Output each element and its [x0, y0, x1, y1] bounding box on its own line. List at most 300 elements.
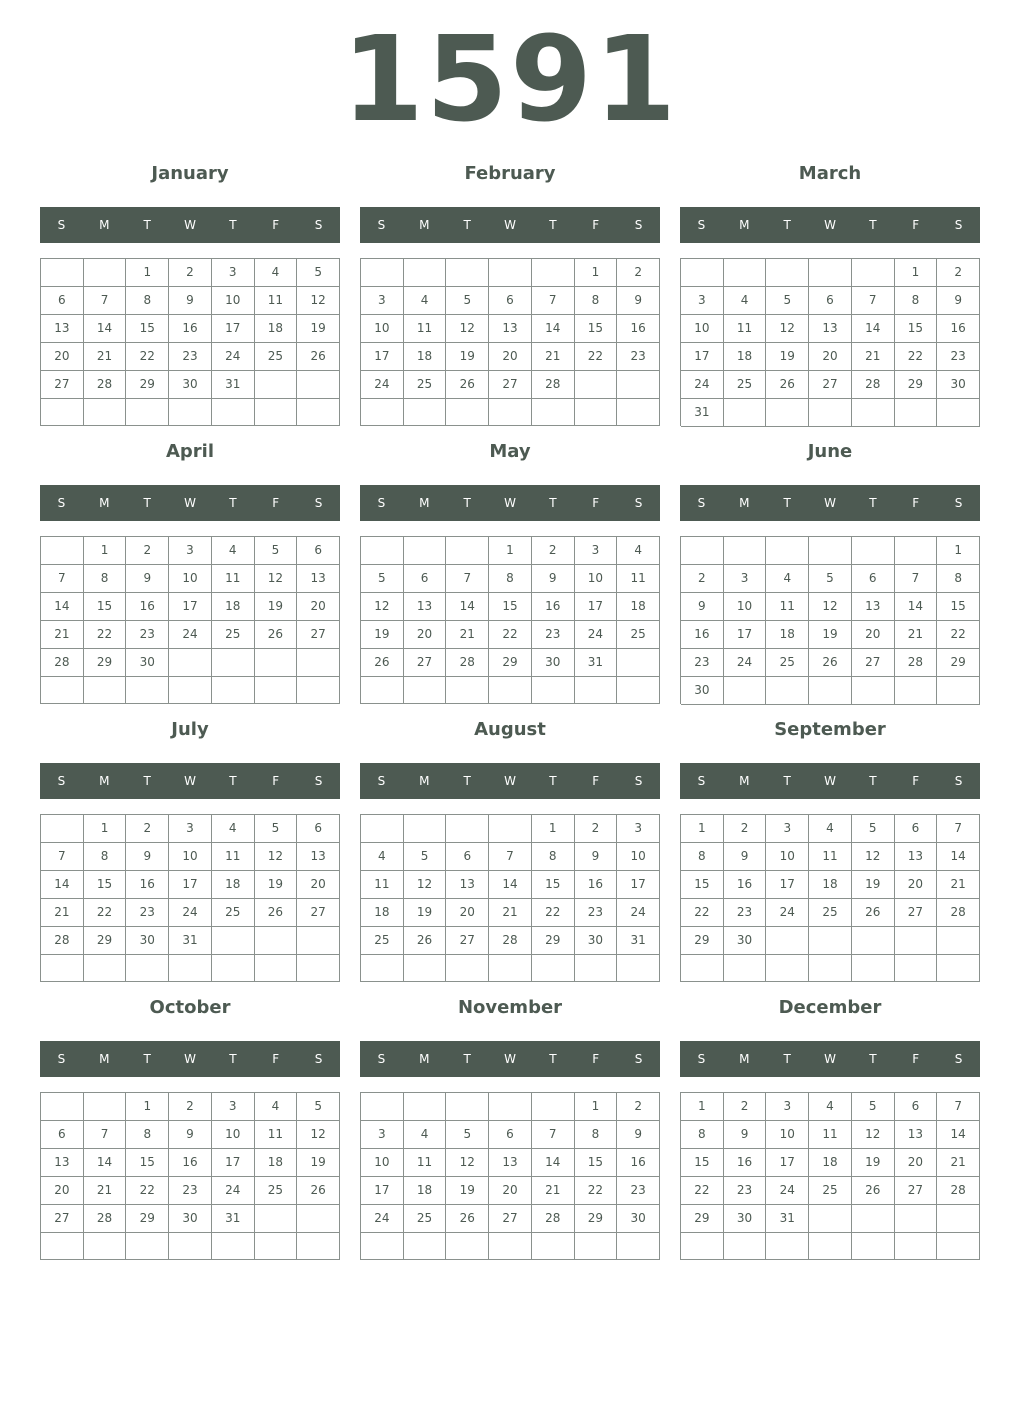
- empty-cell: [532, 1233, 575, 1260]
- day-cell: 20: [41, 1177, 84, 1205]
- day-cell: 31: [169, 927, 212, 955]
- day-cell: 11: [724, 315, 767, 343]
- day-cell: 13: [404, 593, 447, 621]
- day-cell: 31: [766, 1205, 809, 1233]
- day-cell: 26: [852, 899, 895, 927]
- day-cell: 23: [724, 1177, 767, 1205]
- day-grid: [40, 1092, 340, 1260]
- empty-cell: [852, 927, 895, 955]
- day-grid: [360, 258, 660, 426]
- day-cell: 2: [575, 815, 618, 843]
- empty-cell: [446, 677, 489, 704]
- day-cell: 20: [41, 343, 84, 371]
- day-cell: 13: [895, 1121, 938, 1149]
- empty-cell: [809, 1233, 852, 1260]
- empty-cell: [84, 259, 127, 287]
- day-cell: 14: [895, 593, 938, 621]
- day-cell: 26: [446, 1205, 489, 1233]
- day-cell: 20: [809, 343, 852, 371]
- weekday-label: M: [99, 774, 110, 788]
- day-cell: 5: [446, 1121, 489, 1149]
- day-cell: 18: [404, 1177, 447, 1205]
- day-cell: 22: [681, 899, 724, 927]
- day-cell: 18: [255, 315, 298, 343]
- empty-cell: [617, 1233, 660, 1260]
- empty-cell: [404, 259, 447, 287]
- day-cell: 19: [852, 1149, 895, 1177]
- empty-cell: [724, 537, 767, 565]
- empty-cell: [489, 815, 532, 843]
- day-cell: 13: [41, 315, 84, 343]
- weekday-label: F: [912, 496, 920, 510]
- day-cell: 25: [809, 1177, 852, 1205]
- day-cell: 11: [361, 871, 404, 899]
- day-cell: 25: [212, 621, 255, 649]
- day-cell: 3: [766, 1093, 809, 1121]
- day-cell: 16: [937, 315, 980, 343]
- day-cell: 11: [766, 593, 809, 621]
- day-cell: 13: [852, 593, 895, 621]
- weekday-header: [680, 763, 980, 799]
- day-cell: 8: [126, 287, 169, 315]
- empty-cell: [852, 1233, 895, 1260]
- day-cell: 14: [41, 593, 84, 621]
- empty-cell: [852, 955, 895, 982]
- empty-cell: [532, 677, 575, 704]
- day-cell: 18: [361, 899, 404, 927]
- day-cell: 7: [532, 287, 575, 315]
- weekday-label: S: [954, 774, 963, 788]
- empty-cell: [255, 927, 298, 955]
- empty-cell: [766, 537, 809, 565]
- empty-cell: [84, 955, 127, 982]
- day-cell: 22: [532, 899, 575, 927]
- weekday-label: S: [57, 496, 66, 510]
- day-cell: 18: [255, 1149, 298, 1177]
- empty-cell: [532, 955, 575, 982]
- empty-cell: [937, 1233, 980, 1260]
- empty-cell: [489, 955, 532, 982]
- empty-cell: [575, 955, 618, 982]
- weekday-label: T: [229, 774, 237, 788]
- day-cell: 29: [937, 649, 980, 677]
- day-cell: 24: [169, 621, 212, 649]
- day-cell: 13: [41, 1149, 84, 1177]
- weekday-header: [680, 1041, 980, 1077]
- day-cell: 5: [766, 287, 809, 315]
- day-cell: 1: [126, 259, 169, 287]
- empty-cell: [446, 259, 489, 287]
- day-cell: 21: [532, 343, 575, 371]
- day-cell: 21: [489, 899, 532, 927]
- day-cell: 5: [852, 815, 895, 843]
- month-title: June: [807, 441, 853, 462]
- day-cell: 27: [41, 1205, 84, 1233]
- day-cell: 10: [169, 565, 212, 593]
- day-cell: 26: [255, 621, 298, 649]
- weekday-label: S: [377, 774, 386, 788]
- day-grid: [40, 258, 340, 426]
- day-cell: 26: [255, 899, 298, 927]
- empty-cell: [766, 1233, 809, 1260]
- empty-cell: [297, 399, 340, 426]
- day-cell: 20: [404, 621, 447, 649]
- day-cell: 13: [446, 871, 489, 899]
- day-cell: 3: [681, 287, 724, 315]
- day-cell: 8: [489, 565, 532, 593]
- day-cell: 11: [404, 1149, 447, 1177]
- weekday-label: W: [824, 496, 836, 510]
- empty-cell: [126, 677, 169, 704]
- empty-cell: [937, 677, 980, 705]
- weekday-header: [680, 207, 980, 243]
- empty-cell: [446, 815, 489, 843]
- empty-cell: [766, 677, 809, 705]
- empty-cell: [84, 1093, 127, 1121]
- weekday-label: W: [184, 1052, 196, 1066]
- day-cell: 9: [126, 565, 169, 593]
- day-cell: 28: [489, 927, 532, 955]
- empty-cell: [297, 371, 340, 399]
- day-cell: 2: [724, 815, 767, 843]
- day-cell: 22: [126, 1177, 169, 1205]
- weekday-label: S: [314, 496, 323, 510]
- empty-cell: [852, 677, 895, 705]
- day-cell: 3: [169, 537, 212, 565]
- day-cell: 14: [84, 315, 127, 343]
- day-cell: 3: [169, 815, 212, 843]
- empty-cell: [255, 955, 298, 982]
- day-cell: 6: [895, 815, 938, 843]
- day-cell: 17: [169, 593, 212, 621]
- day-cell: 16: [169, 315, 212, 343]
- day-cell: 19: [297, 315, 340, 343]
- empty-cell: [681, 1233, 724, 1260]
- day-cell: 17: [766, 871, 809, 899]
- day-cell: 6: [41, 1121, 84, 1149]
- day-cell: 4: [809, 815, 852, 843]
- day-cell: 20: [446, 899, 489, 927]
- day-cell: 5: [361, 565, 404, 593]
- day-cell: 25: [404, 371, 447, 399]
- day-cell: 29: [84, 649, 127, 677]
- empty-cell: [575, 1233, 618, 1260]
- day-cell: 11: [255, 287, 298, 315]
- day-cell: 4: [809, 1093, 852, 1121]
- month-august: [360, 713, 660, 983]
- weekday-label: W: [824, 774, 836, 788]
- day-cell: 5: [297, 259, 340, 287]
- day-cell: 9: [617, 1121, 660, 1149]
- day-cell: 21: [852, 343, 895, 371]
- day-cell: 26: [404, 927, 447, 955]
- empty-cell: [809, 537, 852, 565]
- weekday-label: M: [739, 496, 750, 510]
- day-cell: 9: [126, 843, 169, 871]
- day-cell: 7: [937, 1093, 980, 1121]
- day-cell: 30: [126, 649, 169, 677]
- day-cell: 4: [404, 1121, 447, 1149]
- weekday-label: F: [592, 774, 600, 788]
- weekday-label: W: [504, 496, 516, 510]
- empty-cell: [724, 1233, 767, 1260]
- day-cell: 22: [84, 899, 127, 927]
- month-title: May: [489, 441, 531, 462]
- day-cell: 8: [84, 565, 127, 593]
- weekday-label: W: [184, 496, 196, 510]
- day-cell: 15: [84, 593, 127, 621]
- day-cell: 30: [724, 1205, 767, 1233]
- weekday-label: T: [143, 1052, 151, 1066]
- day-grid: [680, 258, 980, 426]
- day-cell: 9: [724, 1121, 767, 1149]
- empty-cell: [126, 955, 169, 982]
- empty-cell: [404, 815, 447, 843]
- weekday-label: M: [419, 496, 430, 510]
- empty-cell: [446, 399, 489, 426]
- day-cell: 7: [532, 1121, 575, 1149]
- day-cell: 19: [361, 621, 404, 649]
- day-cell: 27: [297, 899, 340, 927]
- day-cell: 17: [724, 621, 767, 649]
- day-cell: 6: [489, 1121, 532, 1149]
- weekday-label: F: [912, 218, 920, 232]
- day-cell: 18: [724, 343, 767, 371]
- day-cell: 10: [212, 287, 255, 315]
- day-cell: 25: [255, 343, 298, 371]
- day-cell: 25: [255, 1177, 298, 1205]
- empty-cell: [489, 1233, 532, 1260]
- day-cell: 1: [575, 259, 618, 287]
- empty-cell: [895, 955, 938, 982]
- day-cell: 24: [681, 371, 724, 399]
- day-cell: 4: [255, 259, 298, 287]
- day-cell: 10: [766, 843, 809, 871]
- day-cell: 16: [169, 1149, 212, 1177]
- empty-cell: [809, 927, 852, 955]
- empty-cell: [297, 649, 340, 677]
- weekday-label: T: [549, 774, 557, 788]
- day-cell: 28: [84, 371, 127, 399]
- day-cell: 28: [937, 1177, 980, 1205]
- empty-cell: [255, 1205, 298, 1233]
- weekday-label: T: [549, 496, 557, 510]
- day-cell: 16: [681, 621, 724, 649]
- weekday-label: T: [549, 218, 557, 232]
- day-cell: 6: [404, 565, 447, 593]
- weekday-header: [40, 207, 340, 243]
- day-cell: 26: [766, 371, 809, 399]
- day-cell: 28: [532, 1205, 575, 1233]
- empty-cell: [766, 955, 809, 982]
- empty-cell: [489, 677, 532, 704]
- day-cell: 18: [617, 593, 660, 621]
- day-cell: 13: [297, 565, 340, 593]
- empty-cell: [404, 1233, 447, 1260]
- day-cell: 9: [681, 593, 724, 621]
- day-cell: 15: [126, 315, 169, 343]
- weekday-label: F: [272, 496, 280, 510]
- empty-cell: [766, 399, 809, 427]
- day-cell: 18: [809, 1149, 852, 1177]
- day-cell: 4: [212, 537, 255, 565]
- day-cell: 29: [575, 1205, 618, 1233]
- day-cell: 22: [937, 621, 980, 649]
- weekday-label: W: [824, 1052, 836, 1066]
- day-cell: 7: [895, 565, 938, 593]
- day-cell: 7: [852, 287, 895, 315]
- day-cell: 14: [852, 315, 895, 343]
- day-cell: 17: [169, 871, 212, 899]
- day-cell: 1: [937, 537, 980, 565]
- day-cell: 30: [169, 1205, 212, 1233]
- empty-cell: [255, 1233, 298, 1260]
- day-cell: 23: [126, 899, 169, 927]
- day-cell: 24: [724, 649, 767, 677]
- day-cell: 30: [575, 927, 618, 955]
- empty-cell: [575, 677, 618, 704]
- day-cell: 29: [489, 649, 532, 677]
- day-cell: 19: [446, 343, 489, 371]
- empty-cell: [297, 677, 340, 704]
- empty-cell: [255, 649, 298, 677]
- day-cell: 23: [617, 1177, 660, 1205]
- day-cell: 17: [575, 593, 618, 621]
- day-cell: 19: [852, 871, 895, 899]
- day-cell: 9: [169, 1121, 212, 1149]
- empty-cell: [809, 399, 852, 427]
- weekday-label: M: [739, 1052, 750, 1066]
- weekday-label: F: [272, 218, 280, 232]
- day-cell: 12: [446, 1149, 489, 1177]
- day-cell: 29: [126, 371, 169, 399]
- day-cell: 24: [766, 899, 809, 927]
- day-cell: 4: [404, 287, 447, 315]
- month-may: [360, 435, 660, 705]
- day-grid: [360, 1092, 660, 1260]
- day-cell: 14: [84, 1149, 127, 1177]
- empty-cell: [212, 927, 255, 955]
- day-cell: 16: [126, 871, 169, 899]
- day-cell: 27: [41, 371, 84, 399]
- day-cell: 28: [532, 371, 575, 399]
- day-cell: 20: [895, 1149, 938, 1177]
- weekday-label: M: [739, 218, 750, 232]
- day-cell: 7: [84, 1121, 127, 1149]
- day-cell: 24: [361, 1205, 404, 1233]
- day-cell: 3: [361, 287, 404, 315]
- month-title: February: [464, 163, 556, 184]
- empty-cell: [212, 649, 255, 677]
- weekday-label: T: [869, 496, 877, 510]
- weekday-label: M: [99, 1052, 110, 1066]
- weekday-header: [360, 763, 660, 799]
- day-cell: 30: [724, 927, 767, 955]
- day-cell: 24: [766, 1177, 809, 1205]
- day-cell: 30: [169, 371, 212, 399]
- day-cell: 20: [297, 871, 340, 899]
- day-cell: 10: [681, 315, 724, 343]
- day-cell: 11: [809, 843, 852, 871]
- day-cell: 17: [361, 343, 404, 371]
- empty-cell: [212, 677, 255, 704]
- day-grid: [360, 536, 660, 704]
- empty-cell: [895, 677, 938, 705]
- day-cell: 15: [532, 871, 575, 899]
- day-cell: 12: [852, 843, 895, 871]
- day-cell: 25: [361, 927, 404, 955]
- day-cell: 17: [212, 1149, 255, 1177]
- weekday-label: S: [634, 218, 643, 232]
- empty-cell: [895, 927, 938, 955]
- day-cell: 12: [404, 871, 447, 899]
- day-cell: 21: [41, 899, 84, 927]
- empty-cell: [724, 259, 767, 287]
- day-cell: 10: [361, 315, 404, 343]
- weekday-label: S: [634, 774, 643, 788]
- day-cell: 12: [255, 565, 298, 593]
- weekday-label: S: [377, 218, 386, 232]
- day-cell: 30: [681, 677, 724, 705]
- empty-cell: [361, 537, 404, 565]
- day-cell: 21: [84, 1177, 127, 1205]
- day-cell: 26: [361, 649, 404, 677]
- day-cell: 10: [766, 1121, 809, 1149]
- empty-cell: [169, 399, 212, 426]
- weekday-label: S: [377, 496, 386, 510]
- day-cell: 30: [532, 649, 575, 677]
- day-cell: 9: [724, 843, 767, 871]
- empty-cell: [169, 1233, 212, 1260]
- day-cell: 28: [852, 371, 895, 399]
- weekday-label: S: [697, 496, 706, 510]
- empty-cell: [617, 399, 660, 426]
- weekday-label: W: [824, 218, 836, 232]
- weekday-label: S: [314, 774, 323, 788]
- empty-cell: [809, 955, 852, 982]
- day-cell: 8: [532, 843, 575, 871]
- day-grid: [680, 1092, 980, 1260]
- day-cell: 28: [84, 1205, 127, 1233]
- day-cell: 1: [84, 815, 127, 843]
- day-cell: 9: [169, 287, 212, 315]
- day-cell: 12: [809, 593, 852, 621]
- empty-cell: [404, 537, 447, 565]
- day-cell: 22: [895, 343, 938, 371]
- month-title: January: [151, 163, 229, 184]
- day-cell: 12: [852, 1121, 895, 1149]
- day-cell: 21: [446, 621, 489, 649]
- day-cell: 7: [84, 287, 127, 315]
- day-cell: 31: [212, 371, 255, 399]
- empty-cell: [895, 537, 938, 565]
- day-cell: 15: [575, 1149, 618, 1177]
- day-cell: 8: [681, 1121, 724, 1149]
- day-cell: 31: [617, 927, 660, 955]
- empty-cell: [532, 259, 575, 287]
- empty-cell: [41, 537, 84, 565]
- day-cell: 27: [404, 649, 447, 677]
- day-cell: 11: [255, 1121, 298, 1149]
- empty-cell: [41, 1093, 84, 1121]
- day-cell: 4: [361, 843, 404, 871]
- day-cell: 19: [255, 593, 298, 621]
- day-cell: 16: [532, 593, 575, 621]
- weekday-label: S: [697, 218, 706, 232]
- day-cell: 9: [617, 287, 660, 315]
- day-cell: 5: [297, 1093, 340, 1121]
- weekday-header: [360, 1041, 660, 1077]
